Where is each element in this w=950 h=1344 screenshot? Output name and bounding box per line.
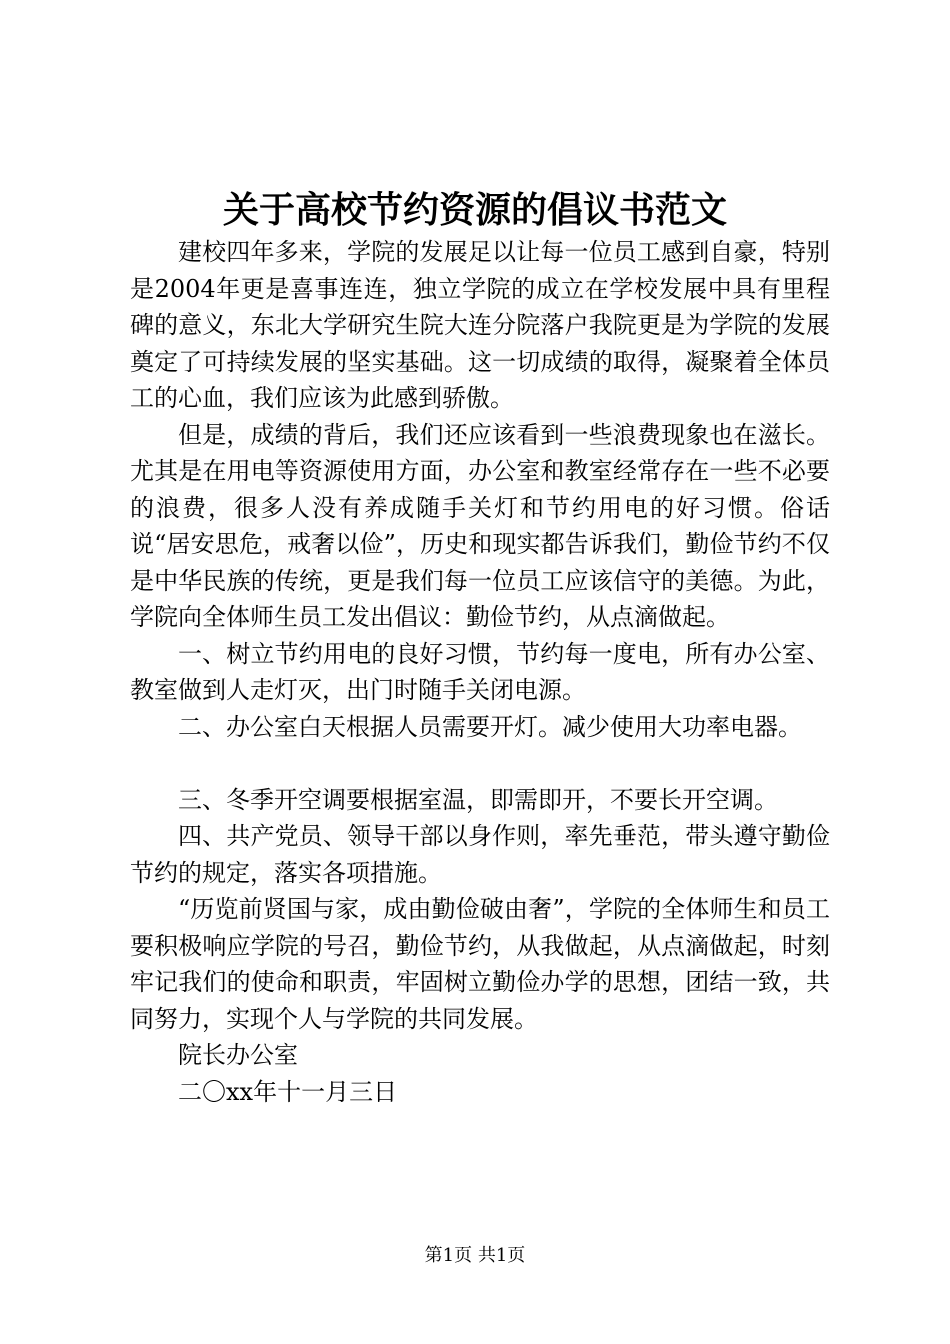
signature: 院长办公室 [178, 1041, 298, 1069]
paragraph-item-2: 二、办公室白天根据人员需要开灯。减少使用大功率电器。 [178, 712, 802, 741]
document-body [130, 234, 830, 1110]
paragraph-item-1: 一、树立节约用电的良好习惯，节约每一度电，所有办公室、教室做到人走灯灭，出门时随手关闭电源。 [130, 639, 830, 704]
paragraph-waste: 但是，成绩的背后，我们还应该看到一些浪费现象也在滋长。尤其是在用电等资源使用方面，办公室和教室经常存在一些不必要的浪费，很多人没有养成随手关灯和节约用电的好习惯。俗话说“居安思危，戒奢以俭”，历史和现实都告诉我们，勤俭节约不仅是中华民族的传统，更是我们每一位员工应该信守的美德。为此，学院向全体师生员工发出倡议：勤俭节约，从点滴做起。 [130, 420, 830, 631]
blank-line [130, 745, 830, 782]
document-title: 关于高校节约资源的倡议书范文 [222, 189, 727, 231]
page-footer: 第1页 共1页 [424, 1245, 526, 1266]
paragraph-item-3: 三、冬季开空调要根据室温，即需即开，不要长开空调。 [178, 785, 778, 814]
paragraph-item-4: 四、共产党员、领导干部以身作则，率先垂范，带头遵守勤俭节约的规定，落实各项措施。 [130, 822, 830, 887]
date: 二〇xx年十一月三日 [178, 1077, 398, 1106]
paragraph-closing: “历览前贤国与家，成由勤俭破由奢”，学院的全体师生和员工要积极响应学院的号召，勤俭节约，从我做起，从点滴做起，时刻牢记我们的使命和职责，牢固树立勤俭办学的思想，团结一致，共同努力，实现个人与学院的共同发展。 [130, 895, 830, 1033]
paragraph-intro: 建校四年多来，学院的发展足以让每一位员工感到自豪，特别是2004年更是喜事连连，独立学院的成立在学校发展中具有里程碑的意义，东北大学研究生院大连分院落户我院更是为学院的发展奠定了可持续发展的坚实基础。这一切成绩的取得，凝聚着全体员工的心血，我们应该为此感到骄傲。 [130, 238, 830, 412]
